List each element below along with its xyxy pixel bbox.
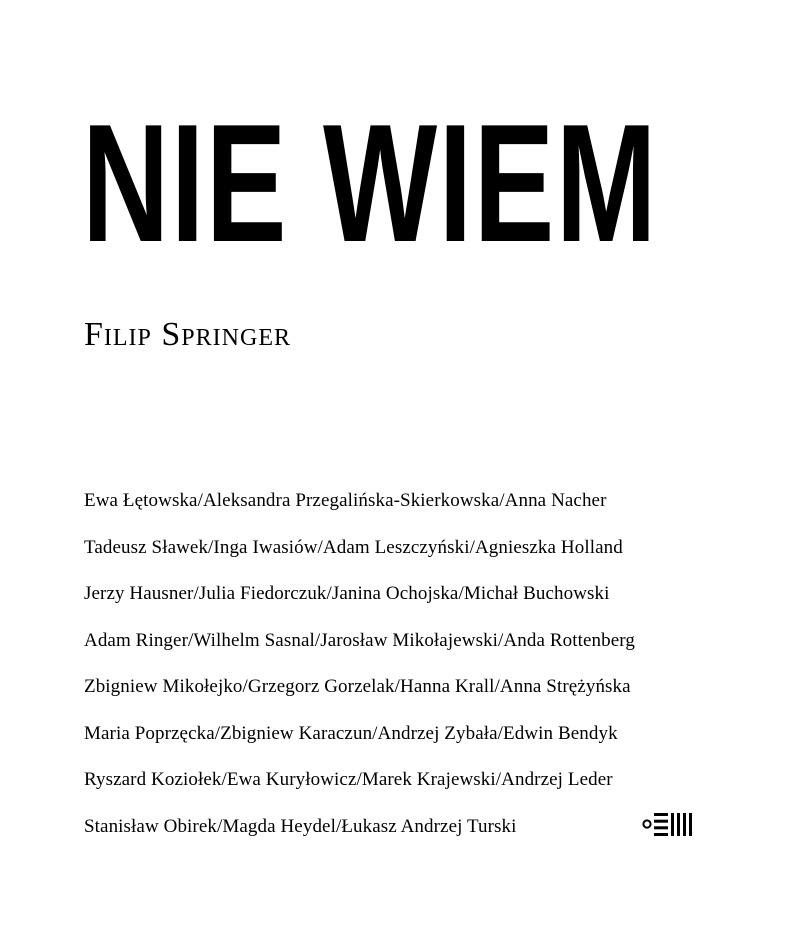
contributor-line: Stanisław Obirek/Magda Heydel/Łukasz Andrzej Turski bbox=[84, 815, 517, 837]
contributor-line: Jerzy Hausner/Julia Fiedorczuk/Janina Ochojska/Michał Buchowski bbox=[84, 583, 610, 604]
contributors-list bbox=[84, 478, 704, 850]
contributor-line: Adam Ringer/Wilhelm Sasnal/Jarosław Mikołajewski/Anda Rottenberg bbox=[84, 629, 635, 651]
contributor-line: Ewa Łętowska/Aleksandra Przegalińska-Skierkowska/Anna Nacher bbox=[84, 490, 607, 511]
contributor-line: Maria Poprzęcka/Zbigniew Karaczun/Andrzej Zybała/Edwin Bendyk bbox=[84, 722, 618, 744]
publisher-logo-icon bbox=[642, 811, 698, 837]
book-title: NIE WIEM bbox=[82, 89, 658, 277]
contributor-line: Tadeusz Sławek/Inga Iwasiów/Adam Leszczyński/Agnieszka Holland bbox=[84, 536, 623, 558]
author-name: Filip Springer bbox=[84, 316, 291, 353]
contributor-line: Zbigniew Mikołejko/Grzegorz Gorzelak/Hanna Krall/Anna Strężyńska bbox=[84, 676, 631, 697]
contributor-line: Ryszard Koziołek/Ewa Kuryłowicz/Marek Krajewski/Andrzej Leder bbox=[84, 769, 613, 790]
